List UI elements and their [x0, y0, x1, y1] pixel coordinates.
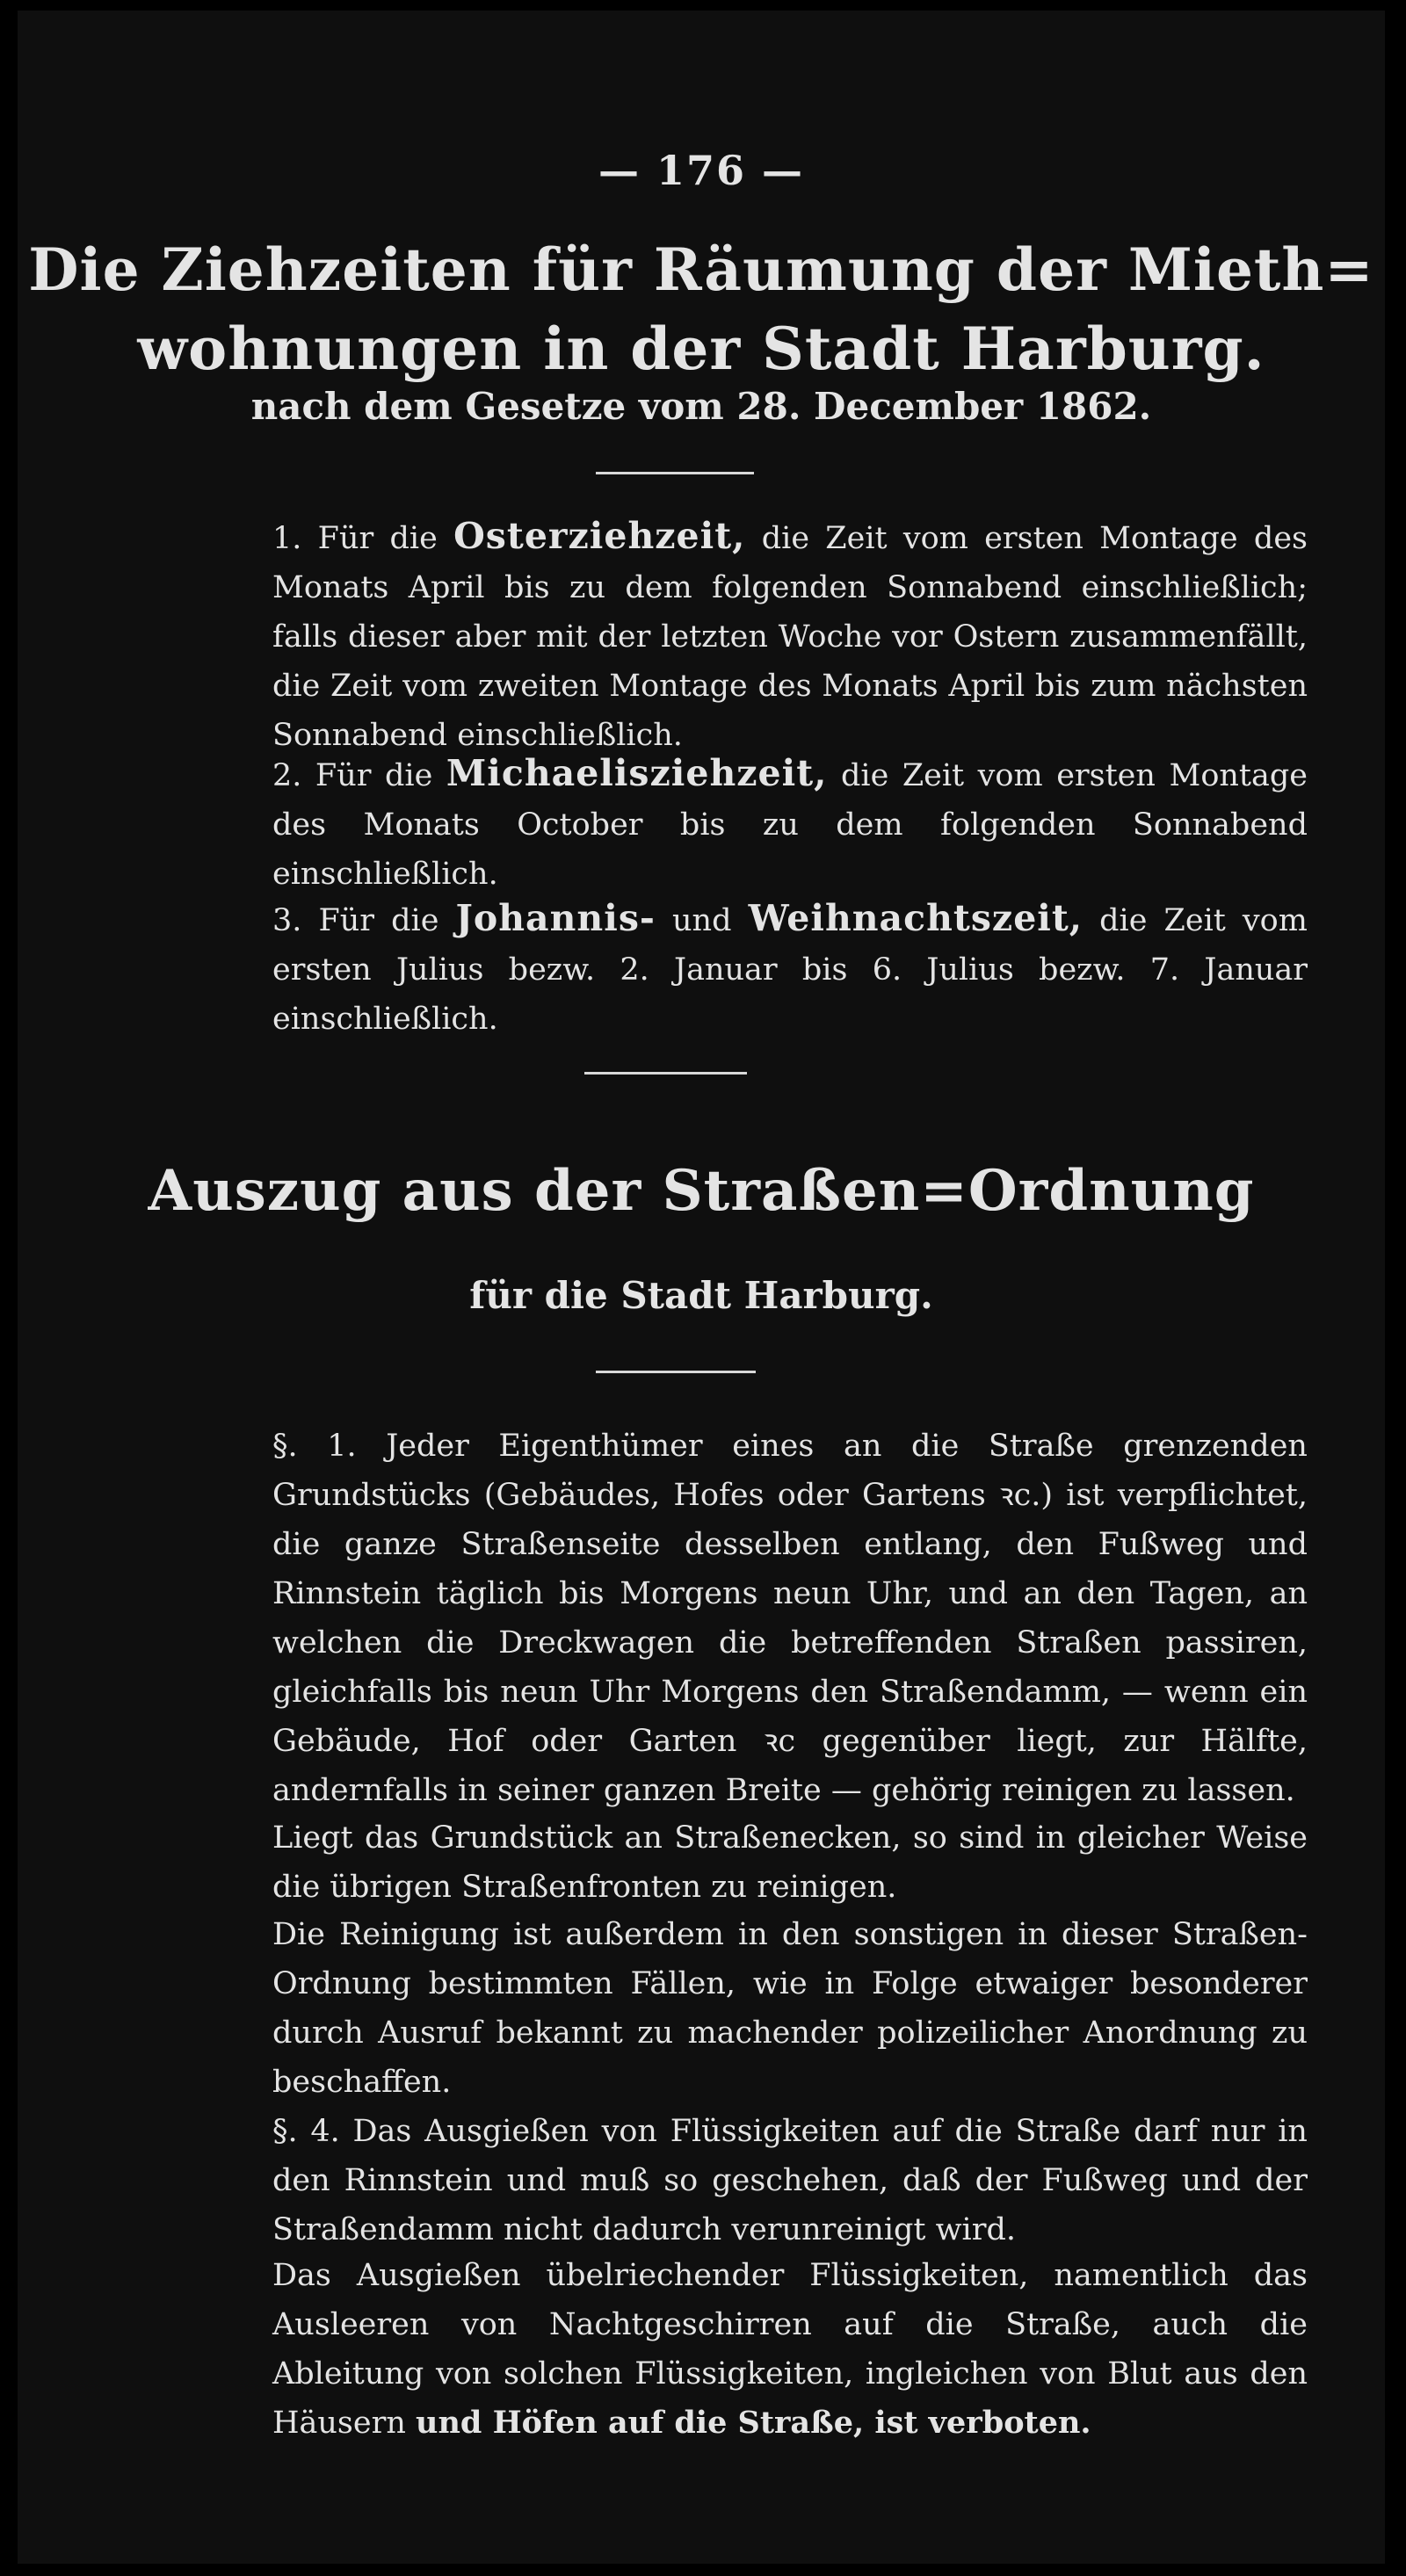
item-text: die Zeit vom ersten Montage des Monats October bis zu dem folgenden Sonnabend einschließlich. — [272, 758, 1308, 892]
moving-period-item-1 — [165, 511, 1308, 760]
divider-rule — [596, 1371, 756, 1373]
section1-title-line1: Die Ziehzeiten für Räumung der Mieth= — [28, 235, 1374, 304]
item-term: Johannis- — [455, 897, 656, 939]
paragraph-bold-text: und Höfen auf die Straße, ist verboten. — [416, 2405, 1091, 2441]
section1-title-line2: wohnungen in der Stadt Harburg. — [137, 315, 1265, 383]
paragraph-label: §. 1. — [272, 1429, 357, 1464]
book-page — [18, 11, 1385, 2564]
item-term: Michaelisziehzeit, — [446, 752, 828, 794]
item-text: die Zeit vom ersten Julius bezw. 2. Januar bis 6. Julius bezw. 7. Januar einschließlich. — [272, 903, 1308, 1037]
paragraph-4 — [165, 2107, 1308, 2254]
section1-title — [18, 230, 1385, 388]
paragraph-cleaning: Die Reinigung ist außerdem in den sonstigen in dieser Straßen-Ordnung bestimmten Fällen, wie in Folge etwaiger besonderer durch Ausruf bekannt zu machender polizeilicher Anordnung zu beschaffen. — [272, 1917, 1308, 2100]
divider-rule — [596, 472, 754, 474]
paragraph-pouring — [165, 2251, 1308, 2448]
divider-rule — [584, 1072, 747, 1075]
section1-subtitle: nach dem Gesetze vom 28. December 1862. — [250, 385, 1152, 428]
paragraph-corners: Liegt das Grundstück an Straßenecken, so sind in gleicher Weise die übrigen Straßenfronten zu reinigen. — [272, 1820, 1308, 1905]
section2-title: Auszug aus der Straßen=Ordnung — [148, 1158, 1255, 1224]
paragraph-1 — [165, 1422, 1308, 1815]
moving-period-item-2 — [165, 749, 1308, 899]
paragraph-text: Das Ausgießen übelriechender Flüssigkeiten, namentlich das Ausleeren von Nachtgeschirren auf die Straße, auch die Ableitung von solchen Flüssigkeiten, ingleichen von Blut aus den Häusern — [272, 2258, 1308, 2441]
item-number: 1. Für die — [272, 521, 438, 556]
item-conjunction: und — [672, 903, 732, 938]
item-number: 2. Für die — [272, 758, 433, 793]
paragraph-label: §. 4. — [272, 2114, 340, 2149]
item-term: Weihnachtszeit, — [748, 897, 1083, 939]
section2-subtitle: für die Stadt Harburg. — [469, 1274, 933, 1317]
item-text: die Zeit vom ersten Montage des Monats April bis zu dem folgenden Sonnabend einschließlich; falls dieser aber mit der letzten Woche vor Ostern zusammenfällt, die Zeit vom zweiten Montage des Monats April bis zum nächsten Sonnabend einschließlich. — [272, 521, 1308, 753]
page-number: — 176 — — [598, 147, 805, 194]
moving-period-item-3 — [165, 894, 1308, 1044]
item-term: Osterziehzeit, — [453, 515, 746, 557]
paragraph-text: Das Ausgießen von Flüssigkeiten auf die Straße darf nur in den Rinnstein und muß so geschehen, daß der Fußweg und der Straßendamm nicht dadurch verunreinigt wird. — [272, 2114, 1308, 2247]
item-number: 3. Für die — [272, 903, 439, 938]
paragraph-text: Jeder Eigenthümer eines an die Straße grenzenden Grundstücks (Gebäudes, Hofes oder Gartens ꝛc.) ist verpflichtet, die ganze Straßenseite desselben entlang, den Fußweg und Rinnstein täglich bis Morgens neun Uhr, und an den Tagen, an welchen die Dreckwagen die betreffenden Straßen passiren, gleichfalls bis neun Uhr Morgens den Straßendamm, — wenn ein Gebäude, Hof oder Garten ꝛc gegenüber liegt, zur Hälfte, andernfalls in seiner ganzen Breite — gehörig reinigen zu lassen. — [272, 1429, 1308, 1808]
